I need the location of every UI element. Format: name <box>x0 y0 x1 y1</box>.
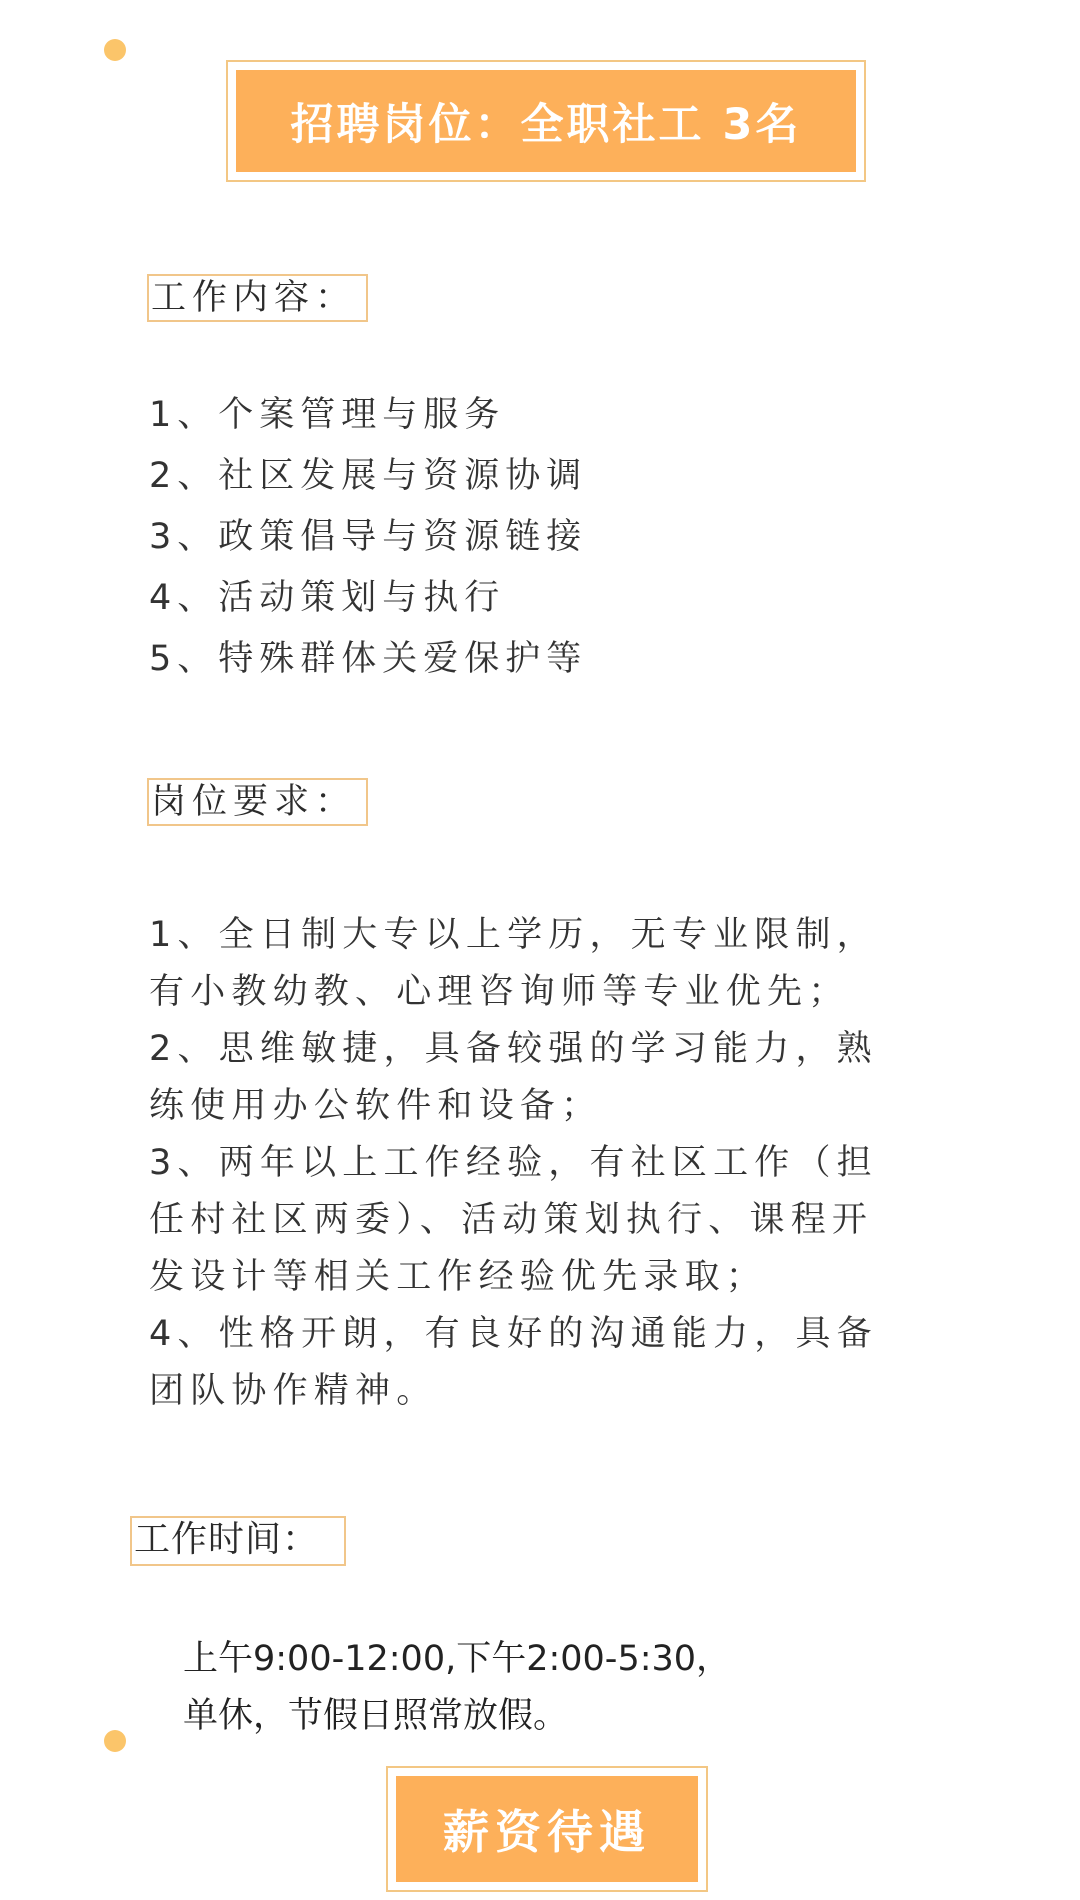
requirements-text <box>149 907 949 1420</box>
requirement-line: 练使用办公软件和设备； <box>149 1086 603 1126</box>
decorative-dot-bottom <box>104 1730 126 1752</box>
list-item: 2、社区发展与资源协调 <box>149 456 588 496</box>
requirement-line: 任村社区两委）、活动策划执行、课程开 <box>149 1200 874 1240</box>
requirement-line: 发设计等相关工作经验优先录取； <box>149 1257 768 1297</box>
recruit-title: 招聘岗位：全职社工 3名 <box>236 70 856 172</box>
decorative-dot-top <box>104 39 126 61</box>
requirement-line: 1、全日制大专以上学历，无专业限制， <box>149 915 878 955</box>
requirements-label: 岗位要求： <box>147 778 368 826</box>
work-time-line: 单休，节假日照常放假。 <box>183 1696 569 1736</box>
requirement-line: 有小教幼教、心理咨询师等专业优先； <box>149 972 850 1012</box>
list-item: 1、个案管理与服务 <box>149 395 506 435</box>
work-time-label: 工作时间： <box>130 1516 346 1566</box>
work-time-line: 上午9:00-12:00,下午2:00-5:30， <box>183 1639 732 1679</box>
salary-title: 薪资待遇 <box>396 1776 698 1882</box>
requirement-line: 2、思维敏捷，具备较强的学习能力，熟 <box>149 1029 878 1069</box>
job-content-list <box>149 385 587 690</box>
job-content-label: 工作内容： <box>147 274 368 322</box>
list-item: 3、政策倡导与资源链接 <box>149 517 588 557</box>
requirement-line: 3、两年以上工作经验，有社区工作（担 <box>149 1143 878 1183</box>
requirement-line: 4、性格开朗，有良好的沟通能力，具备 <box>149 1314 878 1354</box>
requirement-line: 团队协作精神。 <box>149 1371 438 1411</box>
list-item: 5、特殊群体关爱保护等 <box>149 639 588 679</box>
recruit-title-banner <box>226 60 866 182</box>
work-time-text <box>183 1631 731 1745</box>
salary-banner <box>386 1766 708 1892</box>
list-item: 4、活动策划与执行 <box>149 578 506 618</box>
